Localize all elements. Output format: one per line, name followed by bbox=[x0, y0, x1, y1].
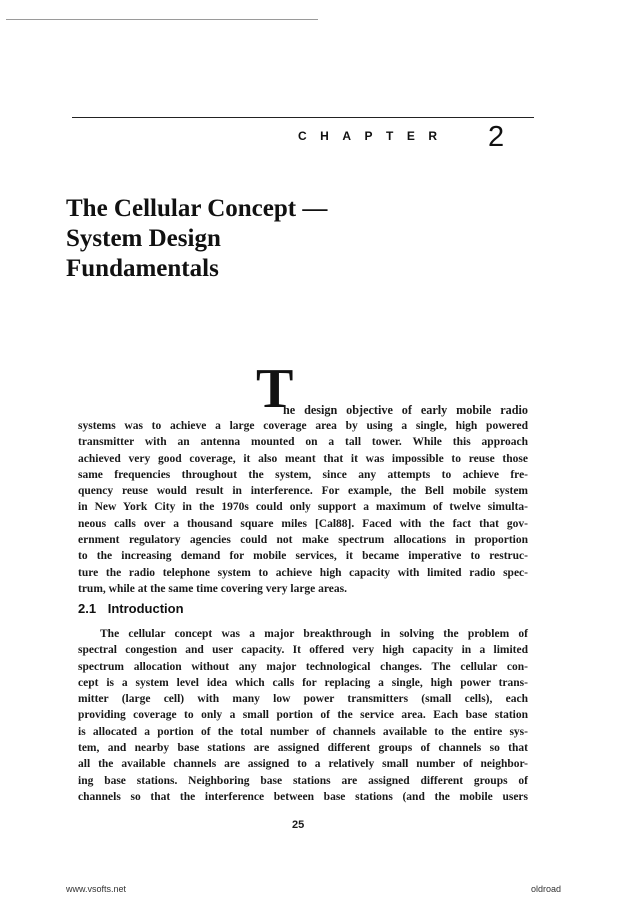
text-line: spectrum allocation without any major technological changes. The cellular con- bbox=[78, 660, 528, 673]
chapter-label: CHAPTER bbox=[298, 129, 451, 143]
intro-paragraph bbox=[78, 418, 528, 597]
chapter-title-line: The Cellular Concept — bbox=[66, 195, 328, 222]
text-line: The cellular concept was a major breakthrough in solving the problem of bbox=[100, 628, 528, 640]
text-line: tem, and nearby base stations are assigned different groups of channels so that bbox=[78, 742, 528, 755]
text-line: same frequencies throughout the system, since any attempts to achieve fre- bbox=[78, 468, 528, 481]
section-title: Introduction bbox=[107, 601, 184, 616]
text-line: achieved very good coverage, it also meant that it was impossible to reuse those bbox=[78, 452, 528, 465]
text-line: quency reuse would result in interference. For example, the Bell mobile system bbox=[78, 485, 528, 498]
chapter-title-line: Fundamentals bbox=[66, 255, 219, 282]
text-line: systems was to achieve a large coverage area by using a single, high powered bbox=[78, 420, 528, 432]
page-number: 25 bbox=[292, 819, 305, 831]
text-line: providing coverage to only a small portion of the service area. Each base station bbox=[78, 709, 528, 722]
section-number: 2.1 bbox=[78, 601, 97, 616]
text-line: ture the radio telephone system to achieve high capacity with limited radio spec- bbox=[78, 566, 528, 579]
section-heading bbox=[78, 601, 184, 616]
text-line: to the increasing demand for mobile services, it became imperative to restruc- bbox=[78, 550, 528, 563]
chapter-number: 2 bbox=[488, 121, 505, 153]
text-line: transmitter with an antenna mounted on a tall tower. While this approach bbox=[78, 436, 528, 449]
chapter-rule bbox=[72, 117, 534, 118]
text-line: ing base stations. Neighboring base stations are assigned different groups of bbox=[78, 774, 528, 787]
chapter-title-line: System Design bbox=[66, 225, 221, 252]
text-line: ernment regulatory agencies could not make spectrum allocations in proportion bbox=[78, 534, 528, 547]
text-line: spectral congestion and user capacity. It offered very high capacity in a limited bbox=[78, 644, 528, 657]
text-line: in New York City in the 1970s could only support a maximum of twelve simulta- bbox=[78, 501, 528, 514]
top-rule bbox=[6, 19, 318, 20]
chapter-title bbox=[66, 194, 426, 284]
text-line: channels so that the interference between base stations (and the mobile users bbox=[78, 790, 528, 803]
section-paragraph bbox=[78, 626, 528, 805]
text-line: all the available channels are assigned to a relatively small number of neighbor- bbox=[78, 758, 528, 771]
drop-cap: T bbox=[256, 358, 294, 420]
footer-credit: oldroad bbox=[531, 884, 562, 894]
intro-first-line: he design objective of early mobile radio bbox=[283, 403, 528, 417]
footer-website: www.vsofts.net bbox=[66, 884, 127, 894]
text-line: cept is a system level idea which calls for replacing a single, high power trans- bbox=[78, 676, 528, 689]
text-line: neous calls over a thousand square miles [Cal88]. Faced with the fact that gov- bbox=[78, 517, 528, 530]
text-line: mitter (large cell) with many low power transmitters (small cells), each bbox=[78, 693, 528, 706]
text-line: is allocated a portion of the total number of channels available to the entire sys- bbox=[78, 725, 528, 738]
text-line: trum, while at the same time covering very large areas. bbox=[78, 582, 347, 595]
